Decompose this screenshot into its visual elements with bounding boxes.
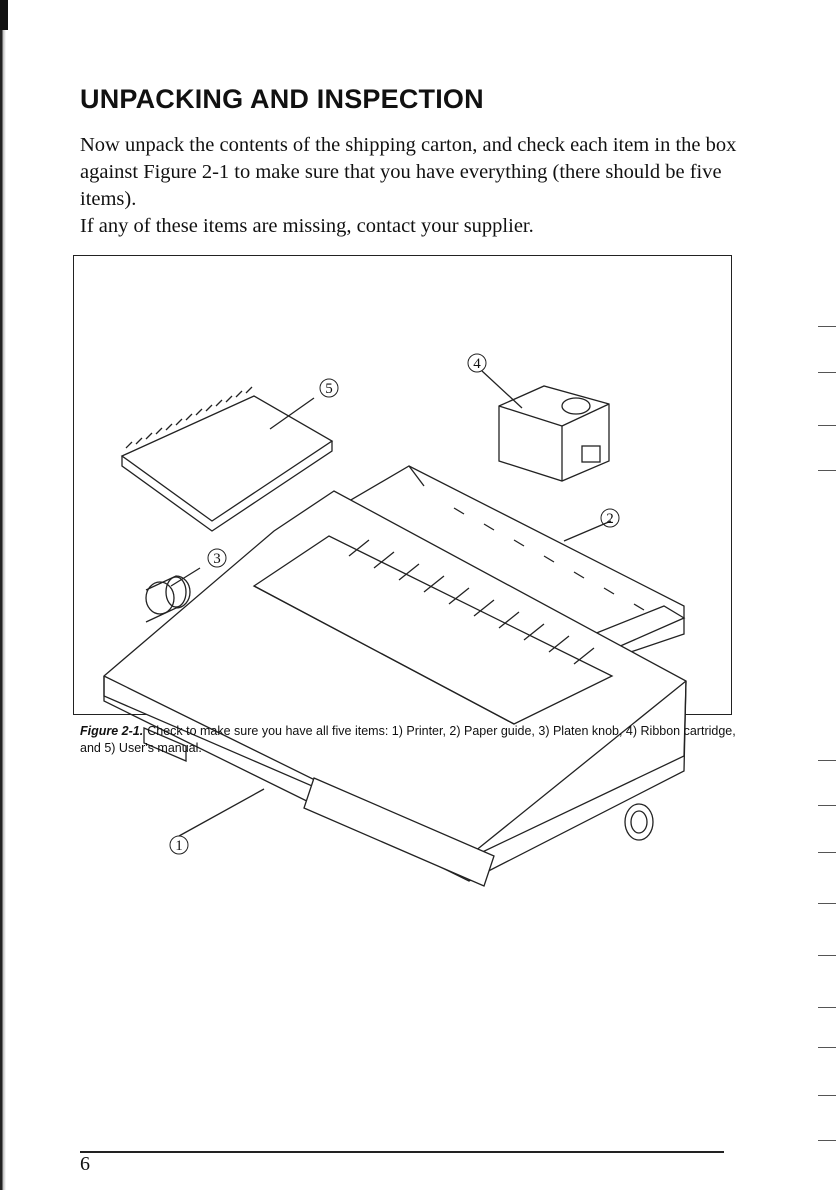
page-number: 6 xyxy=(80,1153,90,1175)
footer-rule xyxy=(80,1151,724,1153)
callout-5 xyxy=(320,379,338,397)
callout-4-label: 4 xyxy=(473,356,481,372)
figure-caption-label: Figure 2-1. xyxy=(80,724,144,738)
intro-text xyxy=(80,132,740,240)
callout-2-label: 2 xyxy=(606,511,614,527)
page-heading: UNPACKING AND INSPECTION xyxy=(80,84,484,114)
ribbon-cartridge-drawing xyxy=(482,371,609,481)
callout-4 xyxy=(468,354,486,372)
scan-edge-left xyxy=(0,0,6,1190)
intro-paragraph-2: If any of these items are missing, contact your supplier. xyxy=(80,215,534,237)
callout-5-label: 5 xyxy=(325,381,333,397)
scan-mark-top xyxy=(0,0,8,30)
intro-paragraph-1: Now unpack the contents of the shipping carton, and check each item in the box against Figure 2-1 to make sure that you have everything (there should be five items). xyxy=(80,134,737,210)
callout-3-label: 3 xyxy=(213,551,221,567)
callout-1-label: 1 xyxy=(175,838,183,854)
callout-3 xyxy=(208,549,226,567)
printer-drawing xyxy=(104,491,686,886)
figure-caption xyxy=(80,723,740,757)
callout-1 xyxy=(170,836,188,854)
margin-tick-marks xyxy=(810,0,840,1190)
users-manual-drawing xyxy=(122,387,332,531)
callout-2 xyxy=(601,509,619,527)
figure-caption-text: Check to make sure you have all five items: 1) Printer, 2) Paper guide, 3) Platen knob, 4) Ribbon cartridge, and 5) User's manual. xyxy=(80,724,736,755)
